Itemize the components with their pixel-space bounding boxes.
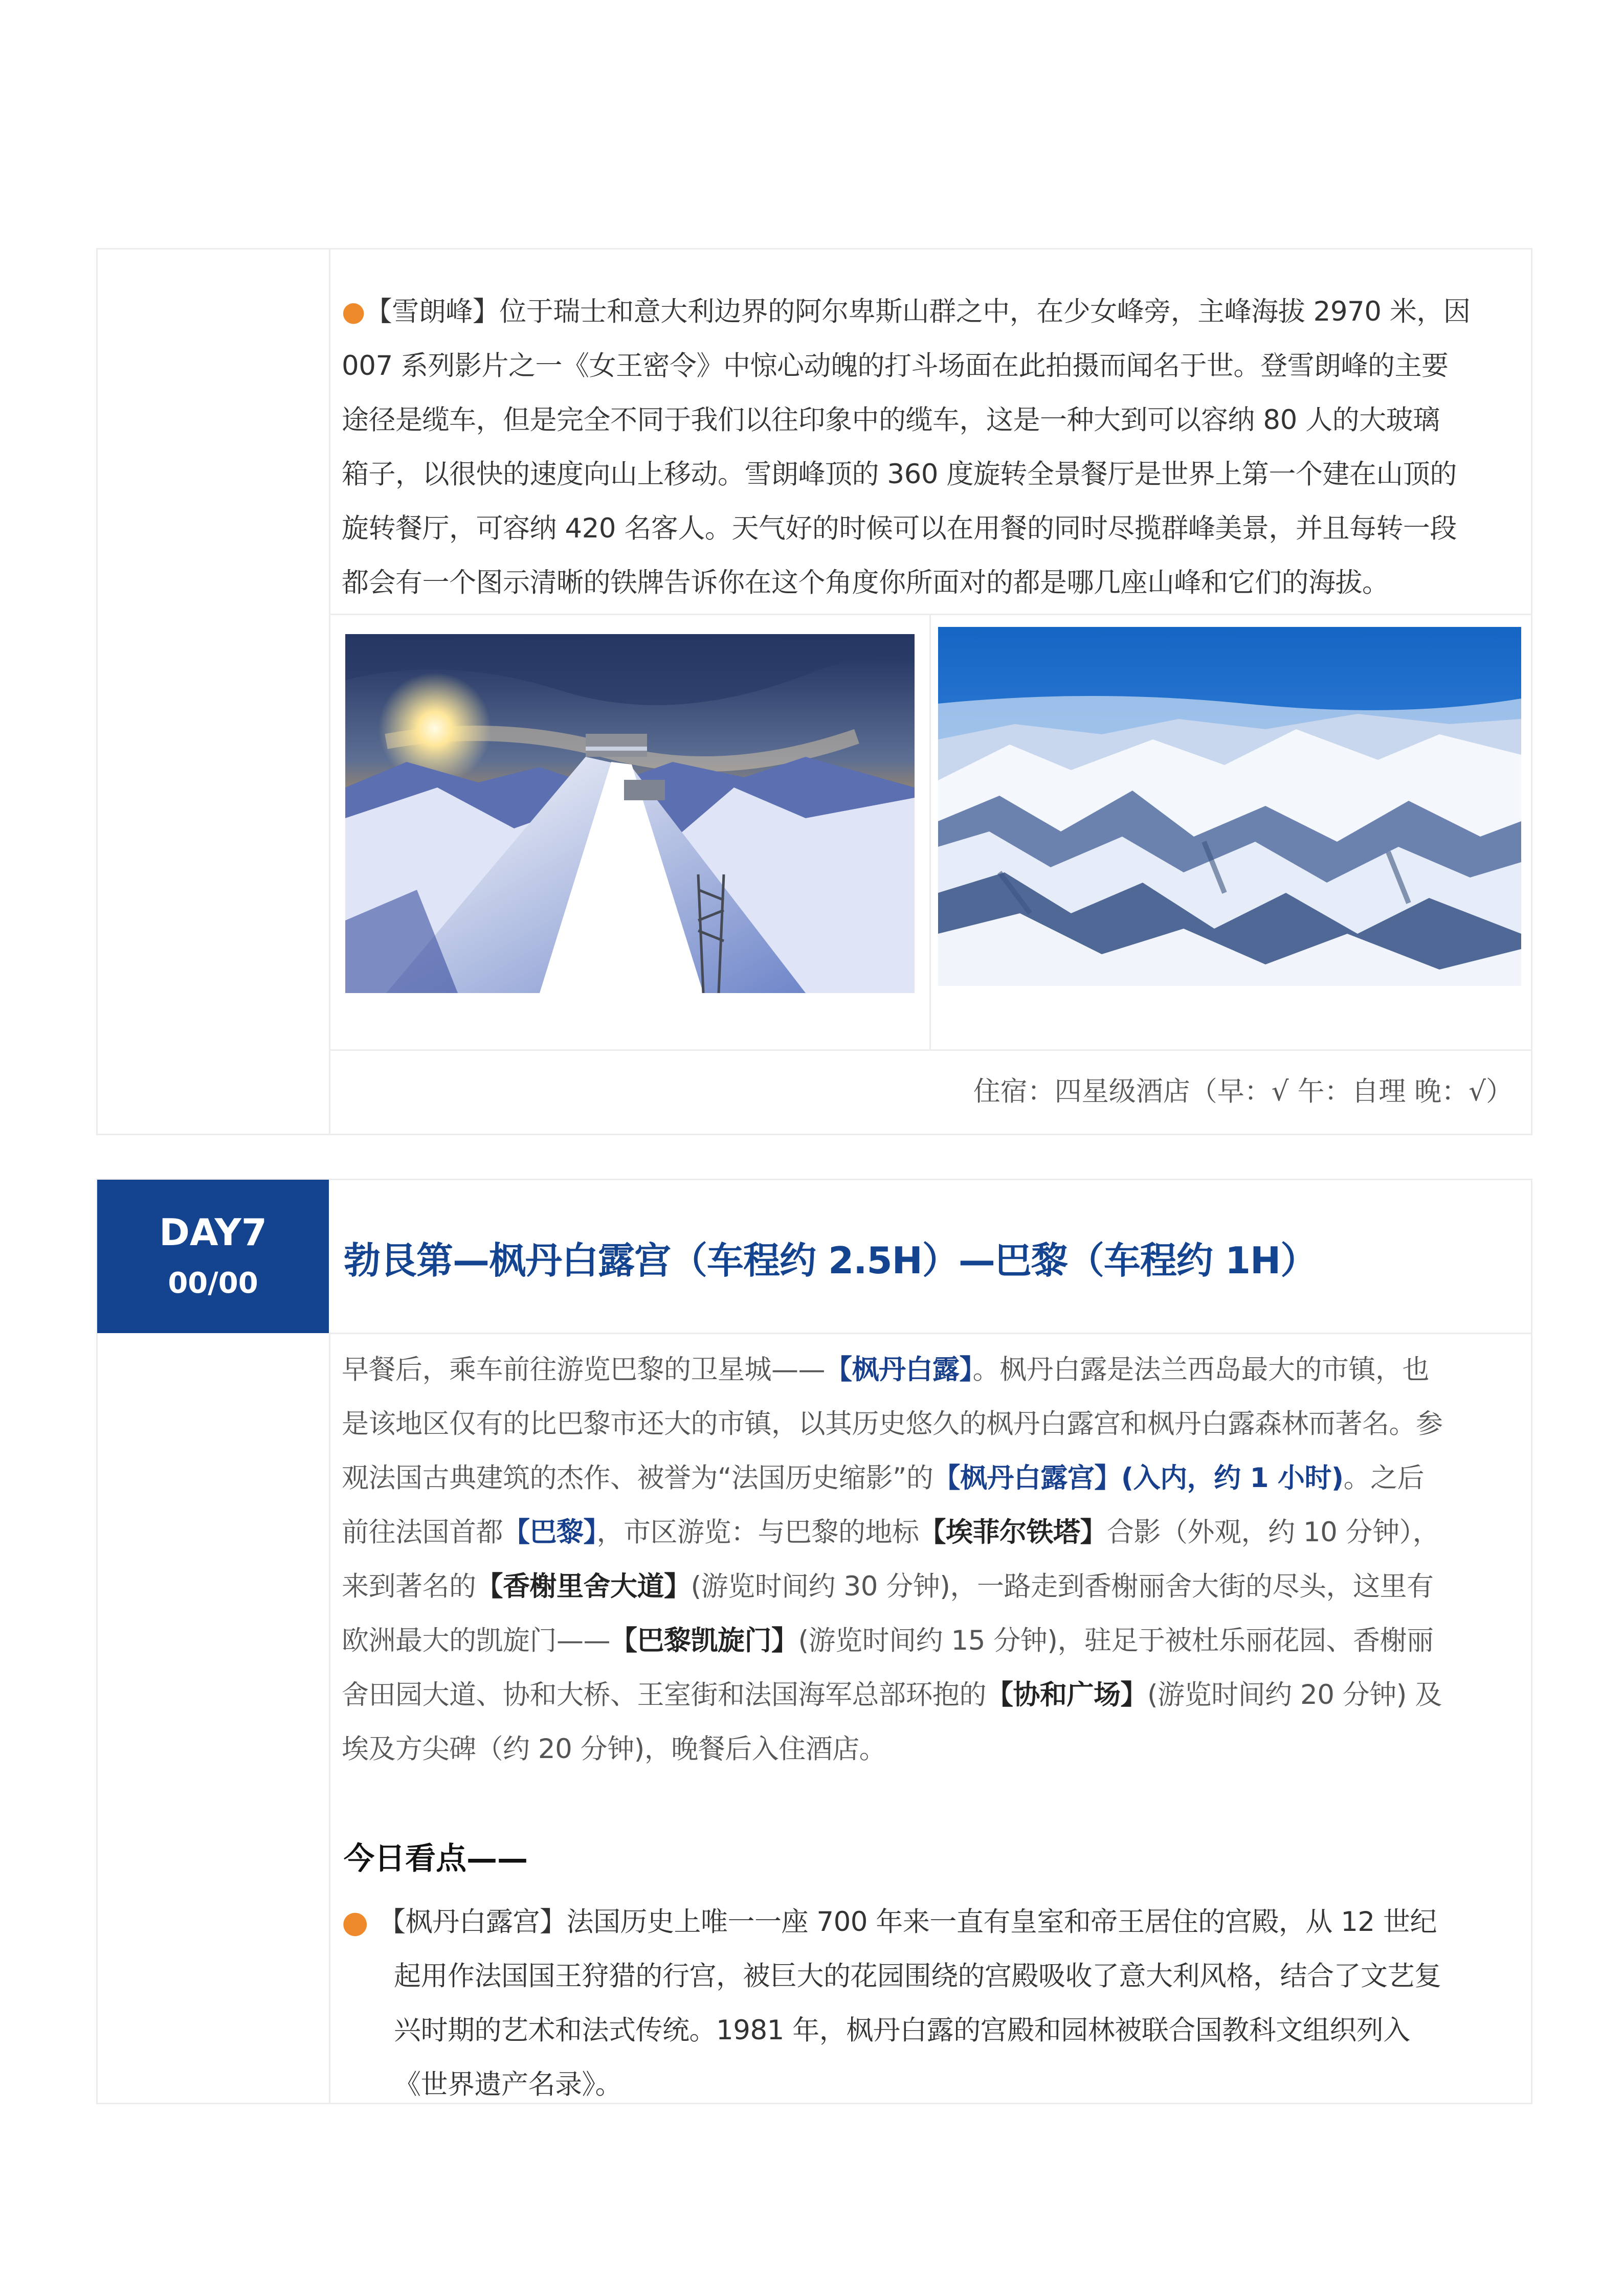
paragraph-line: 来到著名的【香榭里舍大道】(游览时间约 30 分钟)，一路走到香榭丽舍大街的尽头，这里有 [342, 1571, 1434, 1602]
paragraph-line: 前往法国首都【巴黎】，市区游览：与巴黎的地标【埃菲尔铁塔】合影（外观，约 10 分钟）， [342, 1517, 1440, 1548]
left-column-divider [329, 248, 330, 1135]
highlights-list [342, 1895, 1523, 2105]
highlight-eiffel: 【埃菲尔铁塔】 [919, 1517, 1107, 1548]
paragraph-line: 观法国古典建筑的杰作、被誉为“法国历史缩影”的【枫丹白露宫】(入内，约 1 小时)。之后 [342, 1462, 1425, 1494]
schilthorn-description [342, 285, 1523, 612]
paragraph-line: 早餐后，乘车前往游览巴黎的卫星城——【枫丹白露】。枫丹白露是法兰西岛最大的市镇，也 [342, 1354, 1429, 1385]
images-middle-divider [929, 614, 931, 1049]
day-label: DAY7 [159, 1211, 267, 1254]
highlight-line: 【枫丹白露宫】法国历史上唯一一座 700 年来一直有皇室和帝王居住的宫殿，从 12 世纪 [379, 1906, 1437, 1938]
day7-title-divider [329, 1333, 1532, 1334]
day7-left-divider [329, 1333, 330, 2104]
paragraph-line: 旋转餐厅，可容纳 420 名客人。天气好的时候可以在用餐的同时尽揽群峰美景，并且每转一段 [342, 513, 1457, 544]
highlight-palace: 【枫丹白露宫】(入内，约 1 小时) [933, 1462, 1344, 1494]
day7-itinerary-paragraph [342, 1343, 1523, 1783]
paragraph-line: 箱子，以很快的速度向山上移动。雪朗峰顶的 360 度旋转全景餐厅是世界上第一个建在山顶的 [342, 459, 1457, 490]
paragraph-line: 途径是缆车，但是完全不同于我们以往印象中的缆车，这是一种大到可以容纳 80 人的大玻璃 [342, 404, 1440, 436]
paragraph-line: 埃及方尖碑（约 20 分钟)，晚餐后入住酒店。 [342, 1734, 886, 1765]
day-route-title: 勃艮第—枫丹白露宫（车程约 2.5H）—巴黎（车程约 1H） [344, 1239, 1317, 1282]
paragraph-line: 是该地区仅有的比巴黎市还大的市镇，以其历史悠久的枫丹白露宫和枫丹白露森林而著名。参 [342, 1408, 1443, 1439]
highlight-fontainebleau: 【枫丹白露】 [825, 1354, 973, 1385]
paragraph-line: 欧洲最大的凯旋门——【巴黎凯旋门】(游览时间约 15 分钟)，驻足于被杜乐丽花园、香榭丽 [342, 1625, 1434, 1656]
highlights-heading: 今日看点—— [344, 1841, 528, 1877]
paragraph-line: 舍田园大道、协和大桥、王室街和法国海军总部环抱的【协和广场】(游览时间约 20 分钟) 及 [342, 1679, 1442, 1710]
schilthorn-sunset-photo [345, 634, 915, 993]
highlight-arc-de-triomphe: 【巴黎凯旋门】 [610, 1625, 798, 1656]
highlight-paris: 【巴黎】 [503, 1517, 597, 1548]
highlight-line: 兴时期的艺术和法式传统。1981 年，枫丹白露的宫殿和园林被联合国教科文组织列入 [394, 2015, 1410, 2046]
images-row-bottom-divider [329, 1049, 1532, 1051]
highlight-line: 《世界遗产名录》。 [394, 2069, 622, 2100]
alpine-panorama-photo [938, 627, 1521, 986]
paragraph-line: 都会有一个图示清晰的铁牌告诉你在这个角度你所面对的都是哪几座山峰和它们的海拔。 [342, 567, 1389, 598]
highlight-concorde: 【协和广场】 [986, 1679, 1147, 1710]
day-badge [97, 1180, 329, 1333]
highlight-line: 起用作法国国王狩猎的行宫，被巨大的花园围绕的宫殿吸收了意大利风格，结合了文艺复 [394, 1961, 1441, 1992]
highlight-champs-elysees: 【香榭里舍大道】 [476, 1571, 691, 1602]
accommodation-note: 住宿：四星级酒店（早：√ 午：自理 晚：√） [973, 1076, 1513, 1107]
day-date: 00/00 [168, 1267, 258, 1300]
bullet-icon: ● [342, 296, 365, 327]
paragraph-line: 【雪朗峰】位于瑞士和意大利边界的阿尔卑斯山群之中，在少女峰旁，主峰海拔 2970 米，因 [365, 296, 1471, 327]
bullet-icon: ● [342, 1904, 369, 1940]
paragraph-line: 007 系列影片之一《女王密令》中惊心动魄的打斗场面在此拍摄而闻名于世。登雪朗峰的主要 [342, 350, 1449, 381]
